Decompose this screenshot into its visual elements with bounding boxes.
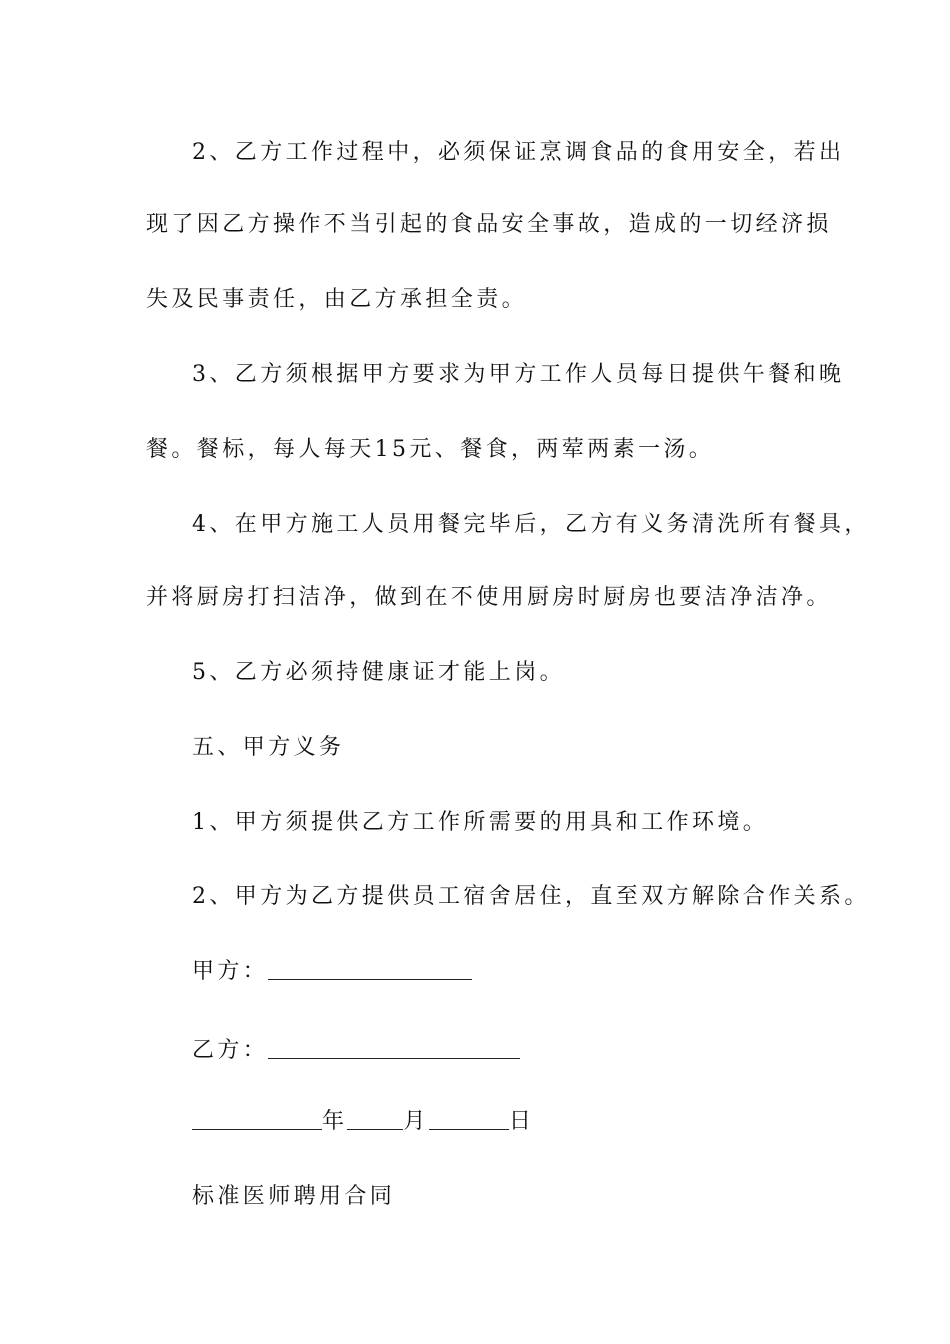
clause-4-line-1: 4、在甲方施工人员用餐完毕后，乙方有义务清洗所有餐具， [192,512,870,537]
section-heading-party-a-obligations: 五、甲方义务 [192,735,345,760]
party-b-signature-line [192,1036,520,1066]
next-contract-title: 标准医师聘用合同 [192,1184,396,1209]
party-a-clause-2: 2、甲方为乙方提供员工宿舍居住，直至双方解除合作关系。 [192,884,870,909]
clause-5: 5、乙方必须持健康证才能上岗。 [192,660,565,685]
clause-3-line-1: 3、乙方须根据甲方要求为甲方工作人员每日提供午餐和晚 [192,362,845,387]
year-label: 年 [322,1109,348,1134]
party-b-label: 乙方： [192,1038,269,1063]
month-label: 月 [403,1109,429,1134]
clause-2-line-3: 失及民事责任，由乙方承担全责。 [146,287,528,312]
party-a-blank [268,957,472,980]
day-blank [429,1107,509,1130]
year-blank [192,1107,322,1130]
party-b-blank [268,1036,520,1059]
day-label: 日 [508,1109,535,1134]
clause-2-line-1: 2、乙方工作过程中，必须保证烹调食品的食用安全，若出 [192,140,845,165]
clause-4-line-2: 并将厨房打扫洁净，做到在不使用厨房时厨房也要洁净洁净。 [146,585,832,610]
date-line [192,1107,534,1137]
clause-3-line-2: 餐。餐标，每人每天15元、餐食，两荤两素一汤。 [146,437,715,462]
month-blank [347,1107,403,1130]
party-a-label: 甲方： [192,959,269,984]
party-a-clause-1: 1、甲方须提供乙方工作所需要的用具和工作环境。 [192,810,769,835]
party-a-signature-line [192,957,472,987]
clause-2-line-2: 现了因乙方操作不当引起的食品安全事故，造成的一切经济损 [146,212,832,237]
